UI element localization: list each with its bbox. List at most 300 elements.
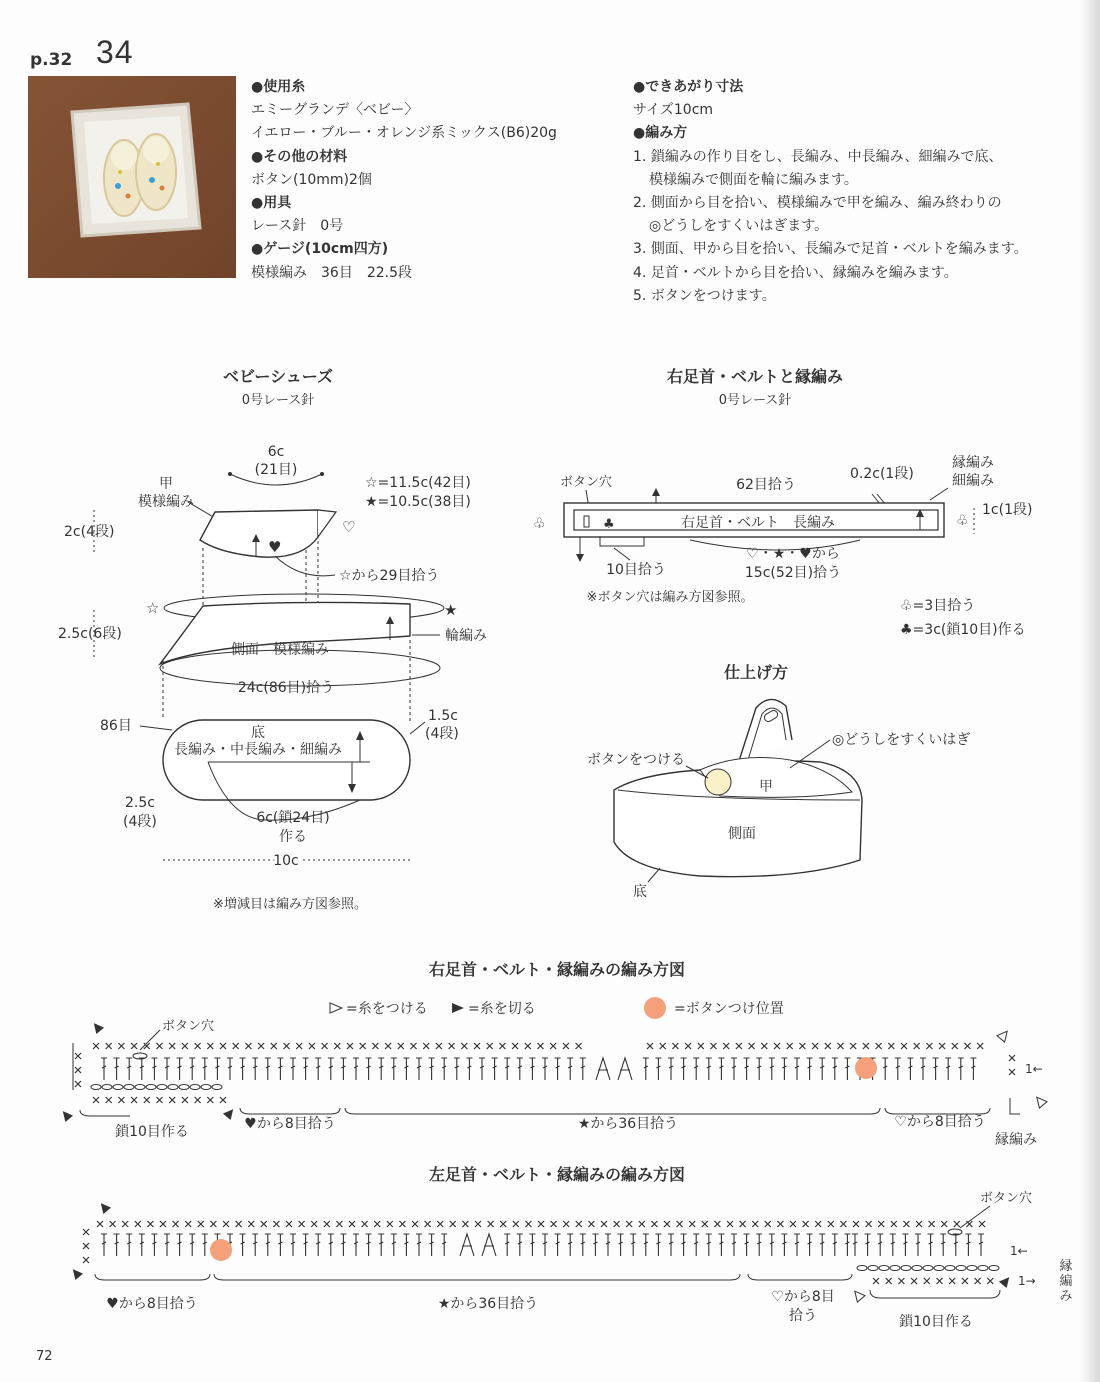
sc-stitch-symbol <box>723 1043 729 1049</box>
sc-stitch-symbol <box>538 1043 544 1049</box>
sc-stitch-symbol <box>309 1043 315 1049</box>
ring-stitch: 輪編み <box>445 628 487 644</box>
sc-stitch-symbol <box>75 1067 81 1073</box>
sc-stitch-symbol <box>75 1053 81 1059</box>
dc-stitch-symbol <box>655 1058 661 1080</box>
dc-stitch-symbol <box>693 1058 699 1080</box>
dc-stitch-symbol <box>877 1234 883 1256</box>
dc-stitch-symbol <box>978 1234 984 1256</box>
dc-stitch-symbol <box>718 1058 724 1080</box>
sc-stitch-symbol <box>245 1043 251 1049</box>
chain-stitch-symbol <box>857 1266 867 1271</box>
sc-stitch-symbol <box>525 1221 531 1227</box>
step-number: 2. <box>633 195 647 212</box>
yarn-brand: エミーグランデ〈ベビー〉 <box>251 102 419 119</box>
sc-stitch-symbol <box>198 1221 204 1227</box>
dc-stitch-symbol <box>681 1234 687 1256</box>
sc-stitch-symbol <box>399 1221 405 1227</box>
sc-stitch-symbol <box>939 1043 945 1049</box>
sc-stitch-symbol <box>672 1043 678 1049</box>
sc-stitch-symbol <box>195 1097 201 1103</box>
sc-stitch-symbol <box>702 1221 708 1227</box>
pick-62: 62目拾う <box>736 477 796 493</box>
dc-stitch-symbol <box>940 1234 946 1256</box>
dc-stitch-symbol <box>101 1234 107 1256</box>
dc-stitch-symbol <box>953 1234 959 1256</box>
sc-stitch-symbol <box>660 1043 666 1049</box>
dc-stitch-symbol <box>151 1058 157 1080</box>
dc-stitch-symbol <box>655 1234 661 1256</box>
sole-right-rows: (4段) <box>425 726 459 742</box>
sc-stitch-symbol <box>563 1043 569 1049</box>
method-step <box>633 262 1073 285</box>
sc-stitch-symbol <box>334 1043 340 1049</box>
dc-stitch-symbol <box>580 1058 586 1080</box>
dc-stitch-symbol <box>151 1234 157 1256</box>
dc-stitch-symbol <box>126 1058 132 1080</box>
page-number: 72 <box>36 1349 53 1364</box>
dc-stitch-symbol <box>945 1058 951 1080</box>
method-step <box>633 192 1073 238</box>
sc-stitch-symbol <box>513 1221 519 1227</box>
materials-block <box>251 76 557 285</box>
chain-stitch-symbol <box>978 1266 988 1271</box>
inc-stitch-symbol <box>618 1058 632 1080</box>
dc-stitch-symbol <box>277 1234 283 1256</box>
sc-stitch-symbol <box>425 1221 431 1227</box>
sole-width: 10c <box>273 853 299 869</box>
club-black-mark: ♣ <box>603 517 615 532</box>
chain-stitch-symbol <box>912 1266 922 1271</box>
left-edge-2: 編 <box>1059 1274 1073 1289</box>
dc-stitch-symbol <box>391 1058 397 1080</box>
sc-stitch-symbol <box>83 1257 89 1263</box>
sc-stitch-symbol <box>462 1221 468 1227</box>
dc-stitch-symbol <box>580 1234 586 1256</box>
sc-stitch-symbol <box>838 1043 844 1049</box>
sc-stitch-symbol <box>752 1221 758 1227</box>
dc-stitch-symbol <box>479 1058 485 1080</box>
sc-stitch-symbol <box>790 1221 796 1227</box>
chain-stitch-symbol <box>945 1266 955 1271</box>
dc-stitch-symbol <box>643 1234 649 1256</box>
sc-stitch-symbol <box>387 1221 393 1227</box>
page-reference: p.32 <box>30 50 73 70</box>
sc-stitch-symbol <box>866 1221 872 1227</box>
sc-stitch-symbol <box>248 1221 254 1227</box>
sc-stitch-symbol <box>233 1043 239 1049</box>
dc-stitch-symbol <box>529 1234 535 1256</box>
method-step <box>633 146 1073 192</box>
dc-stitch-symbol <box>252 1234 258 1256</box>
sc-stitch-symbol <box>122 1221 128 1227</box>
dc-stitch-symbol <box>441 1234 447 1256</box>
dc-stitch-symbol <box>844 1234 850 1256</box>
right-button-dot <box>855 1057 877 1079</box>
sc-stitch-symbol <box>450 1221 456 1227</box>
dc-stitch-symbol <box>177 1234 183 1256</box>
sc-stitch-symbol <box>888 1043 894 1049</box>
sc-stitch-symbol <box>499 1043 505 1049</box>
club-white-left: ♧ <box>533 516 546 532</box>
step-text: 足首・ベルトから目を拾い、縁編みを編みます。 <box>650 264 958 281</box>
sc-row-bottom <box>93 1097 226 1103</box>
step-number: 5. <box>633 287 647 304</box>
sc-stitch-symbol <box>385 1043 391 1049</box>
tools: レース針 0号 <box>251 218 344 235</box>
dc-stitch-symbol <box>844 1058 850 1080</box>
finishing-title: 仕上げ方 <box>723 663 789 682</box>
sc-stitch-symbol <box>975 1278 981 1284</box>
sc-stitch-symbol <box>761 1043 767 1049</box>
sc-stitch-symbol <box>588 1221 594 1227</box>
sc-stitch-symbol <box>360 1043 366 1049</box>
kou-stitch: 模様編み <box>138 494 194 510</box>
dc-stitch-symbol <box>378 1234 384 1256</box>
sc-stitch-symbol <box>182 1043 188 1049</box>
dc-stitch-symbol <box>555 1058 561 1080</box>
sc-stitch-symbol <box>901 1043 907 1049</box>
dc-stitch-symbol <box>794 1058 800 1080</box>
dc-stitch-symbol <box>756 1234 762 1256</box>
dc-stitch-symbol <box>517 1058 523 1080</box>
sc-stitch-symbol <box>799 1043 805 1049</box>
dc-stitch-symbol <box>958 1058 964 1080</box>
finish-kou: 甲 <box>759 779 773 795</box>
sc-stitch-symbol <box>689 1221 695 1227</box>
dc-row <box>101 1058 976 1080</box>
sc-stitch-symbol <box>903 1221 909 1227</box>
dc-stitch-symbol <box>126 1234 132 1256</box>
dc-stitch-symbol <box>290 1058 296 1080</box>
sc-stitch-symbol <box>740 1221 746 1227</box>
sc-stitch-symbol <box>182 1097 188 1103</box>
sc-stitch-symbol <box>525 1043 531 1049</box>
shoe-diagram <box>0 340 540 930</box>
dc-stitch-symbol <box>618 1234 624 1256</box>
sc-stitch-symbol <box>550 1043 556 1049</box>
chain-stitch-symbol <box>868 1266 878 1271</box>
sc-stitch-symbol <box>828 1221 834 1227</box>
sc-stitch-symbol <box>965 1043 971 1049</box>
sc-stitch-symbol <box>110 1221 116 1227</box>
sc-stitch-symbol <box>372 1043 378 1049</box>
left-from-white-heart: ♡から8目 <box>771 1289 835 1305</box>
dc-stitch-symbol <box>202 1234 208 1256</box>
sc-stitch-symbol <box>220 1097 226 1103</box>
sc-stitch-symbol <box>83 1229 89 1235</box>
dc-stitch-symbol <box>756 1058 762 1080</box>
right-chain10: 鎖10目作る <box>115 1124 189 1140</box>
chain-stitch-symbol <box>157 1085 167 1090</box>
sc-stitch-symbol <box>651 1221 657 1227</box>
dc-stitch-symbol <box>252 1058 258 1080</box>
dc-stitch-symbol <box>895 1058 901 1080</box>
edge-stitch-type: 細編み <box>952 473 994 489</box>
method-heading: ●編み方 <box>633 125 688 142</box>
sc-stitch-symbol <box>639 1221 645 1227</box>
dc-stitch-symbol <box>902 1234 908 1256</box>
belt-diagram <box>530 340 1070 640</box>
chain-row <box>91 1085 222 1090</box>
chain-stitch-symbol <box>934 1266 944 1271</box>
chain-stitch-symbol <box>201 1085 211 1090</box>
dc-stitch-symbol <box>681 1058 687 1080</box>
sc-stitch-symbol <box>876 1043 882 1049</box>
dc-stitch-symbol <box>706 1234 712 1256</box>
sc-stitch-symbol <box>850 1043 856 1049</box>
chain-stitch-symbol <box>124 1085 134 1090</box>
dc-stitch-symbol <box>101 1058 107 1080</box>
sc-stitch-symbol <box>966 1221 972 1227</box>
legend-white-star: ☆=11.5c(42目) <box>365 475 471 491</box>
dc-stitch-symbol <box>328 1234 334 1256</box>
dc-stitch-symbol <box>882 1058 888 1080</box>
finish-side: 側面 <box>728 826 756 842</box>
sc-stitch-symbol <box>261 1221 267 1227</box>
dc-stitch-symbol <box>265 1234 271 1256</box>
sc-stitch-symbol <box>475 1221 481 1227</box>
dc-stitch-symbol <box>504 1058 510 1080</box>
chain-stitch-symbol <box>901 1266 911 1271</box>
sc-stitch-symbol <box>512 1043 518 1049</box>
sc-stitch-symbol <box>398 1043 404 1049</box>
sc-stitch-symbol <box>336 1221 342 1227</box>
other-materials-heading: ●その他の材料 <box>251 148 348 165</box>
sc-stitch-symbol <box>157 1097 163 1103</box>
chain-stitch-symbol <box>956 1266 966 1271</box>
item-number: 34 <box>96 34 134 70</box>
sc-stitch-symbol <box>474 1043 480 1049</box>
step-text: 側面、甲から目を拾い、長編みで足首・ベルトを編みます。 <box>650 241 1028 258</box>
chain-stitch-symbol <box>179 1085 189 1090</box>
inc-stitch-symbol <box>596 1058 610 1080</box>
chain-stitch-symbol <box>146 1085 156 1090</box>
dc-stitch-symbol <box>933 1058 939 1080</box>
left-chart <box>60 1150 1080 1340</box>
dc-stitch-symbol <box>391 1234 397 1256</box>
dc-stitch-symbol <box>555 1234 561 1256</box>
dc-stitch-symbol <box>466 1058 472 1080</box>
dc-stitch-symbol <box>915 1234 921 1256</box>
sc-stitch-symbol <box>284 1043 290 1049</box>
dc-stitch-symbol <box>366 1234 372 1256</box>
dc-stitch-symbol <box>865 1234 871 1256</box>
left-chart-title: 左足首・ベルト・縁編みの編み方図 <box>428 1165 686 1184</box>
belt-label: 右足首・ベルト 長編み <box>681 515 835 531</box>
dc-stitch-symbol <box>139 1234 145 1256</box>
sc-stitch-symbol <box>437 1221 443 1227</box>
sc-stitch-symbol <box>749 1043 755 1049</box>
chain-stitch-symbol <box>989 1266 999 1271</box>
legend-button: =ボタンつけ位置 <box>674 1001 784 1017</box>
sc-stitch-symbol <box>891 1221 897 1227</box>
dc-stitch-symbol <box>214 1058 220 1080</box>
dc-stitch-symbol <box>139 1058 145 1080</box>
sc-stitch-symbol <box>977 1043 983 1049</box>
attach-button-label: ボタンをつける <box>587 752 685 768</box>
sc-stitch-symbol <box>916 1221 922 1227</box>
step-text: 鎖編みの作り目をし、長編み、中長編み、細編みで底、 <box>650 148 1003 165</box>
sc-stitch-symbol <box>487 1043 493 1049</box>
other-materials: ボタン(10mm)2個 <box>251 171 372 188</box>
dc-stitch-symbol <box>429 1234 435 1256</box>
sc-stitch-symbol <box>937 1278 943 1284</box>
chain-stitch-symbol <box>879 1266 889 1271</box>
dc-stitch-symbol <box>114 1058 120 1080</box>
sc-stitch-symbol <box>135 1221 141 1227</box>
sole-right-size: 1.5c <box>428 708 458 724</box>
sc-stitch-symbol <box>423 1043 429 1049</box>
sc-stitch-symbol <box>374 1221 380 1227</box>
dc-stitch-symbol <box>542 1058 548 1080</box>
sc-stitch-symbol <box>914 1043 920 1049</box>
sc-stitch-symbol <box>765 1221 771 1227</box>
left-from-white-heart-2: 拾う <box>789 1308 817 1324</box>
dc-stitch-symbol <box>928 1234 934 1256</box>
pick-from-marks: ♡・★・♥から <box>746 546 840 562</box>
dc-stitch-symbol <box>227 1058 233 1080</box>
dc-row <box>101 1234 984 1256</box>
dc-stitch-symbol <box>164 1058 170 1080</box>
dc-stitch-symbol <box>177 1058 183 1080</box>
dc-stitch-symbol <box>504 1234 510 1256</box>
dc-stitch-symbol <box>807 1234 813 1256</box>
sc-stitch-symbol <box>911 1278 917 1284</box>
dc-stitch-symbol <box>517 1234 523 1256</box>
sc-stitch-symbol <box>815 1221 821 1227</box>
dc-stitch-symbol <box>920 1058 926 1080</box>
dc-stitch-symbol <box>416 1058 422 1080</box>
dc-stitch-symbol <box>290 1234 296 1256</box>
method-step <box>633 285 1073 308</box>
dc-stitch-symbol <box>832 1058 838 1080</box>
dc-stitch-symbol <box>303 1234 309 1256</box>
sc-stitch-symbol <box>93 1043 99 1049</box>
chain-stitch-symbol <box>168 1085 178 1090</box>
sc-stitch-symbol <box>185 1221 191 1227</box>
sc-stitch-symbol <box>412 1221 418 1227</box>
dc-stitch-symbol <box>240 1234 246 1256</box>
dc-stitch-symbol <box>781 1058 787 1080</box>
sole-left-rows: (4段) <box>123 814 157 830</box>
sc-stitch-symbol <box>853 1221 859 1227</box>
sc-stitch-symbol <box>626 1221 632 1227</box>
dc-stitch-symbol <box>429 1058 435 1080</box>
sc-stitch-symbol <box>147 1221 153 1227</box>
sc-stitch-symbol <box>685 1043 691 1049</box>
gauge-heading: ●ゲージ(10cm四方) <box>251 241 389 258</box>
chain-stitch-symbol <box>91 1085 101 1090</box>
sc-stitch-symbol <box>664 1221 670 1227</box>
sc-stitch-symbol <box>93 1097 99 1103</box>
sc-stitch-symbol <box>825 1043 831 1049</box>
inc-stitch-symbol <box>460 1234 474 1256</box>
dc-stitch-symbol <box>416 1234 422 1256</box>
belt-title: 右足首・ベルトと縁編み <box>666 367 844 386</box>
sole-chain: 6c(鎖24目) <box>256 810 330 826</box>
side-label: 側面 模様編み <box>231 642 329 658</box>
left-row-marker-2: 1→ <box>1018 1274 1036 1288</box>
step-text: ◎どうしをすくいはぎます。 <box>649 218 829 235</box>
dc-stitch-symbol <box>265 1058 271 1080</box>
dc-stitch-symbol <box>970 1058 976 1080</box>
finished-size: サイズ10cm <box>633 102 714 119</box>
dc-stitch-symbol <box>769 1058 775 1080</box>
finish-sole: 底 <box>633 884 647 900</box>
right-from-white-heart: ♡から8目拾う <box>894 1114 986 1130</box>
sc-stitch-symbol <box>131 1043 137 1049</box>
dc-stitch-symbol <box>852 1234 858 1256</box>
right-from-star: ★から36目拾う <box>577 1116 679 1132</box>
dc-stitch-symbol <box>189 1058 195 1080</box>
sc-stitch-symbol <box>647 1043 653 1049</box>
dc-stitch-symbol <box>164 1234 170 1256</box>
dc-stitch-symbol <box>744 1058 750 1080</box>
sc-stitch-symbol <box>711 1043 717 1049</box>
sc-stitch-symbol <box>898 1278 904 1284</box>
club-white-right: ♧ <box>956 513 969 529</box>
chain-stitch-symbol <box>890 1266 900 1271</box>
left-chain10: 鎖10目作る <box>899 1314 973 1330</box>
belt-rows: 1c(1段) <box>982 502 1033 518</box>
right-chart <box>60 950 1070 1160</box>
sc-stitch-symbol <box>1009 1055 1015 1061</box>
step-text: 模様編みで側面を輪に編みます。 <box>649 171 858 188</box>
sc-stitch-symbol <box>83 1243 89 1249</box>
step-number: 4. <box>633 264 647 281</box>
dc-stitch-symbol <box>366 1058 372 1080</box>
dc-stitch-symbol <box>668 1234 674 1256</box>
sc-stitch-symbol <box>118 1097 124 1103</box>
sc-stitch-symbol <box>349 1221 355 1227</box>
sc-stitch-symbol <box>236 1221 242 1227</box>
yarn-color: イエロー・ブルー・オレンジ系ミックス(B6)20g <box>251 125 557 142</box>
sc-stitch-symbol <box>311 1221 317 1227</box>
dc-stitch-symbol <box>718 1234 724 1256</box>
dc-stitch-symbol <box>731 1234 737 1256</box>
sc-stitch-symbol <box>223 1221 229 1227</box>
sc-stitch-symbol <box>677 1221 683 1227</box>
pick-52: 15c(52目)拾う <box>744 565 842 581</box>
gauge: 模様編み 36目 22.5段 <box>251 264 412 281</box>
sc-stitch-symbol <box>952 1043 958 1049</box>
method-block <box>633 76 1073 308</box>
sc-stitch-symbol <box>941 1221 947 1227</box>
sc-stitch-symbol <box>924 1278 930 1284</box>
sc-stitch-symbol <box>362 1221 368 1227</box>
sc-stitch-symbol <box>169 1043 175 1049</box>
dc-stitch-symbol <box>315 1058 321 1080</box>
black-heart-mark: ♥ <box>268 538 282 556</box>
kou-height: 2c(4段) <box>64 524 115 540</box>
step-text: 側面から目を拾い、模様編みで甲を編み、編み終わりの <box>650 195 1002 212</box>
sc-stitch-symbol <box>714 1221 720 1227</box>
dc-stitch-symbol <box>832 1234 838 1256</box>
right-chart-title: 右足首・ベルト・縁編みの編み方図 <box>428 960 686 979</box>
dc-stitch-symbol <box>328 1058 334 1080</box>
tools-heading: ●用具 <box>251 195 292 212</box>
legend-black-star: ★=10.5c(38目) <box>365 494 471 510</box>
sc-stitch-symbol <box>106 1097 112 1103</box>
kou-label: 甲 <box>159 476 173 492</box>
dc-stitch-symbol <box>492 1058 498 1080</box>
left-button-dot <box>210 1239 232 1261</box>
chain-row <box>857 1266 999 1271</box>
shoe-title: ベビーシューズ <box>223 367 333 386</box>
sc-stitch-symbol <box>840 1221 846 1227</box>
dc-stitch-symbol <box>403 1234 409 1256</box>
